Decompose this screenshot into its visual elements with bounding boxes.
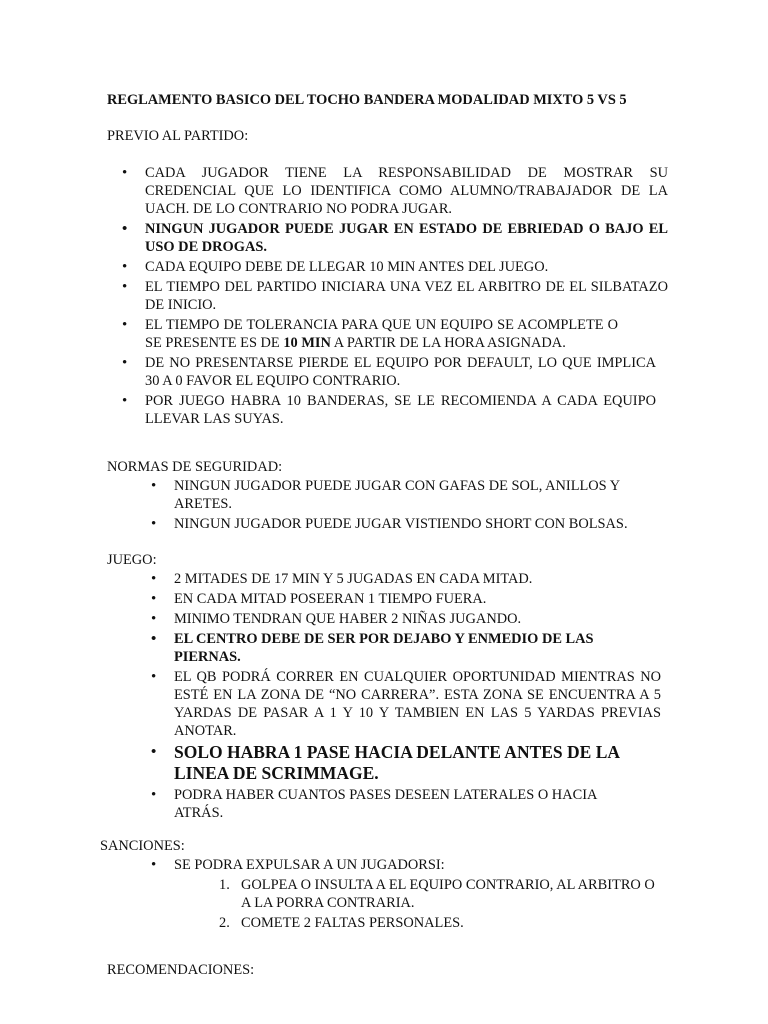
list-item: 2. COMETE 2 FALTAS PERSONALES. bbox=[219, 915, 464, 931]
bullet-icon: • bbox=[151, 516, 157, 532]
sanciones-sublist bbox=[219, 876, 661, 934]
bullet-icon: • bbox=[151, 571, 157, 587]
list-item: • NINGUN JUGADOR PUEDE JUGAR EN ESTADO DE EBRIEDAD O BAJO EL USO DE DROGAS. bbox=[122, 221, 668, 255]
bullet-icon: • bbox=[151, 591, 157, 607]
bullet-icon: • bbox=[122, 317, 128, 333]
section-heading-previo: PREVIO AL PARTIDO: bbox=[107, 128, 249, 144]
bullet-icon: • bbox=[122, 279, 128, 295]
list-item: • MINIMO TENDRAN QUE HABER 2 NIÑAS JUGANDO. bbox=[151, 611, 522, 627]
list-item: • NINGUN JUGADOR PUEDE JUGAR VISTIENDO SHORT CON BOLSAS. bbox=[151, 516, 628, 532]
list-item: • PODRA HABER CUANTOS PASES DESEEN LATERALES O HACIA ATRÁS. bbox=[151, 787, 597, 821]
bullet-icon: • bbox=[151, 611, 157, 627]
bullet-icon: • bbox=[151, 857, 157, 873]
list-item: • EL QB PODRÁ CORRER EN CUALQUIER OPORTUNIDAD MIENTRAS NO ESTÉ EN LA ZONA DE “NO CARRERA”. ESTA ZONA SE ENCUENTRA A 5 YARDAS DE PASAR A 1 Y 10 Y TAMBIEN EN LAS 5 YARDAS PREVIAS ANOTAR. bbox=[151, 669, 661, 739]
list-item: • CADA JUGADOR TIENE LA RESPONSABILIDAD DE MOSTRAR SU CREDENCIAL QUE LO IDENTIFICA COMO ALUMNO/TRABAJADOR DE LA UACH. DE LO CONTRARIO NO PODRA JUGAR. bbox=[122, 165, 668, 217]
list-item: 1. GOLPEA O INSULTA A EL EQUIPO CONTRARIO, AL ARBITRO O A LA PORRA CONTRARIA. bbox=[219, 877, 655, 911]
bullet-icon: • bbox=[151, 744, 157, 760]
seguridad-list bbox=[151, 477, 654, 535]
section-heading-sanciones: SANCIONES: bbox=[100, 838, 185, 854]
list-item: • NINGUN JUGADOR PUEDE JUGAR CON GAFAS DE SOL, ANILLOS Y ARETES. bbox=[151, 478, 620, 512]
bullet-icon: • bbox=[151, 478, 157, 494]
document-title: REGLAMENTO BASICO DEL TOCHO BANDERA MODALIDAD MIXTO 5 VS 5 bbox=[107, 92, 627, 108]
previo-list bbox=[122, 164, 668, 430]
bullet-icon: • bbox=[122, 355, 128, 371]
section-heading-recomendaciones: RECOMENDACIONES: bbox=[107, 962, 255, 978]
list-item: • SE PODRA EXPULSAR A UN JUGADORSI: bbox=[151, 857, 445, 873]
list-item: • DE NO PRESENTARSE PIERDE EL EQUIPO POR DEFAULT, LO QUE IMPLICA 30 A 0 FAVOR EL EQUIPO CONTRARIO. bbox=[122, 355, 656, 389]
list-item: • EL TIEMPO DEL PARTIDO INICIARA UNA VEZ EL ARBITRO DE EL SILBATAZO DE INICIO. bbox=[122, 279, 668, 313]
section-heading-juego: JUEGO: bbox=[107, 552, 157, 568]
bullet-icon: • bbox=[151, 631, 157, 647]
bullet-icon: • bbox=[151, 787, 157, 803]
bullet-icon: • bbox=[122, 221, 128, 237]
bullet-icon: • bbox=[122, 259, 128, 275]
bullet-icon: • bbox=[122, 393, 128, 409]
bullet-icon: • bbox=[151, 669, 157, 685]
list-item: • 2 MITADES DE 17 MIN Y 5 JUGADAS EN CADA MITAD. bbox=[151, 571, 533, 587]
list-item: • EN CADA MITAD POSEERAN 1 TIEMPO FUERA. bbox=[151, 591, 487, 607]
sanciones-list bbox=[151, 856, 654, 876]
list-item: • EL TIEMPO DE TOLERANCIA PARA QUE UN EQUIPO SE ACOMPLETE O SE PRESENTE ES DE 10 MIN A PARTIR DE LA HORA ASIGNADA. bbox=[122, 317, 618, 351]
list-item: • EL CENTRO DEBE DE SER POR DEJABO Y ENMEDIO DE LAS PIERNAS. bbox=[151, 631, 594, 665]
list-item: • CADA EQUIPO DEBE DE LLEGAR 10 MIN ANTES DEL JUEGO. bbox=[122, 259, 549, 275]
list-item: • SOLO HABRA 1 PASE HACIA DELANTE ANTES DE LA LINEA DE SCRIMMAGE. bbox=[151, 742, 620, 783]
juego-list bbox=[151, 570, 661, 824]
section-heading-seguridad: NORMAS DE SEGURIDAD: bbox=[107, 459, 283, 475]
list-item: • POR JUEGO HABRA 10 BANDERAS, SE LE RECOMIENDA A CADA EQUIPO LLEVAR LAS SUYAS. bbox=[122, 393, 656, 427]
bullet-icon: • bbox=[122, 165, 128, 181]
